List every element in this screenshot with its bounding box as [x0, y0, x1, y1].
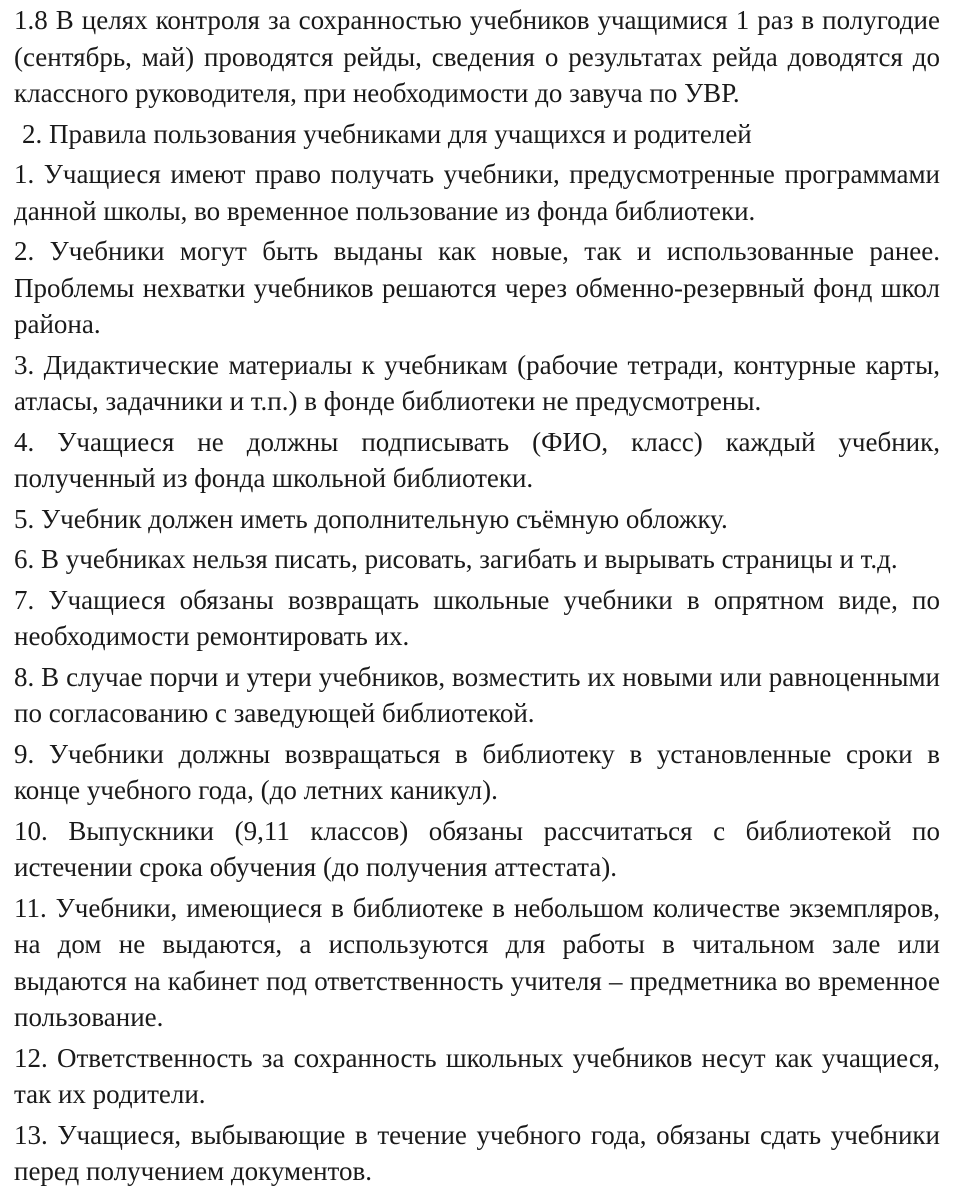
- rule-5: 5. Учебник должен иметь дополнительную съёмную обложку.: [14, 503, 728, 534]
- rule-13: 13. Учащиеся, выбывающие в течение учебного года, обязаны сдать учебники перед получением документов.: [14, 1119, 940, 1186]
- rule-12: 12. Ответственность за сохранность школьных учебников несут как учащиеся, так их родители.: [14, 1042, 940, 1109]
- rule-3: 3. Дидактические материалы к учебникам (рабочие тетради, контурные карты, атласы, задачники и т.п.) в фонде библиотеки не предусмотрены.: [14, 349, 940, 416]
- rule-9: 9. Учебники должны возвращаться в библиотеку в установленные сроки в конце учебного года, (до летних каникул).: [14, 738, 940, 805]
- rule-4: 4. Учащиеся не должны подписывать (ФИО, класс) каждый учебник, полученный из фонда школьной библиотеки.: [14, 426, 940, 493]
- rule-1: 1. Учащиеся имеют право получать учебники, предусмотренные программами данной школы, во временное пользование из фонда библиотеки.: [14, 159, 940, 226]
- paragraph-1-8-raids: 1.8 В целях контроля за сохранностью учебников учащимися 1 раз в полугодие (сентябрь, май) проводятся рейды, сведения о результатах рейда доводятся до классного руководителя, при необходимости до завуча по УВР.: [14, 5, 940, 108]
- rule-2: 2. Учебники могут быть выданы как новые, так и использованные ранее. Проблемы нехватки учебников решаются через обменно-резервный фонд школ района.: [14, 236, 940, 339]
- rule-10: 10. Выпускники (9,11 классов) обязаны рассчитаться с библиотекой по истечении срока обучения (до получения аттестата).: [14, 815, 940, 882]
- rule-8: 8. В случае порчи и утери учебников, возместить их новыми или равноценными по согласованию с заведующей библиотекой.: [14, 661, 940, 728]
- rule-7: 7. Учащиеся обязаны возвращать школьные учебники в опрятном виде, по необходимости ремонтировать их.: [14, 584, 940, 651]
- section-heading-rules: 2. Правила пользования учебниками для учащихся и родителей: [22, 118, 752, 149]
- rule-6: 6. В учебниках нельзя писать, рисовать, загибать и вырывать страницы и т.д.: [14, 544, 898, 574]
- rule-11: 11. Учебники, имеющиеся в библиотеке в небольшом количестве экземпляров, на дом не выдаются, а используются для работы в читальном зале или выдаются на кабинет под ответственность учителя – предметника во временное пользование.: [14, 892, 940, 1032]
